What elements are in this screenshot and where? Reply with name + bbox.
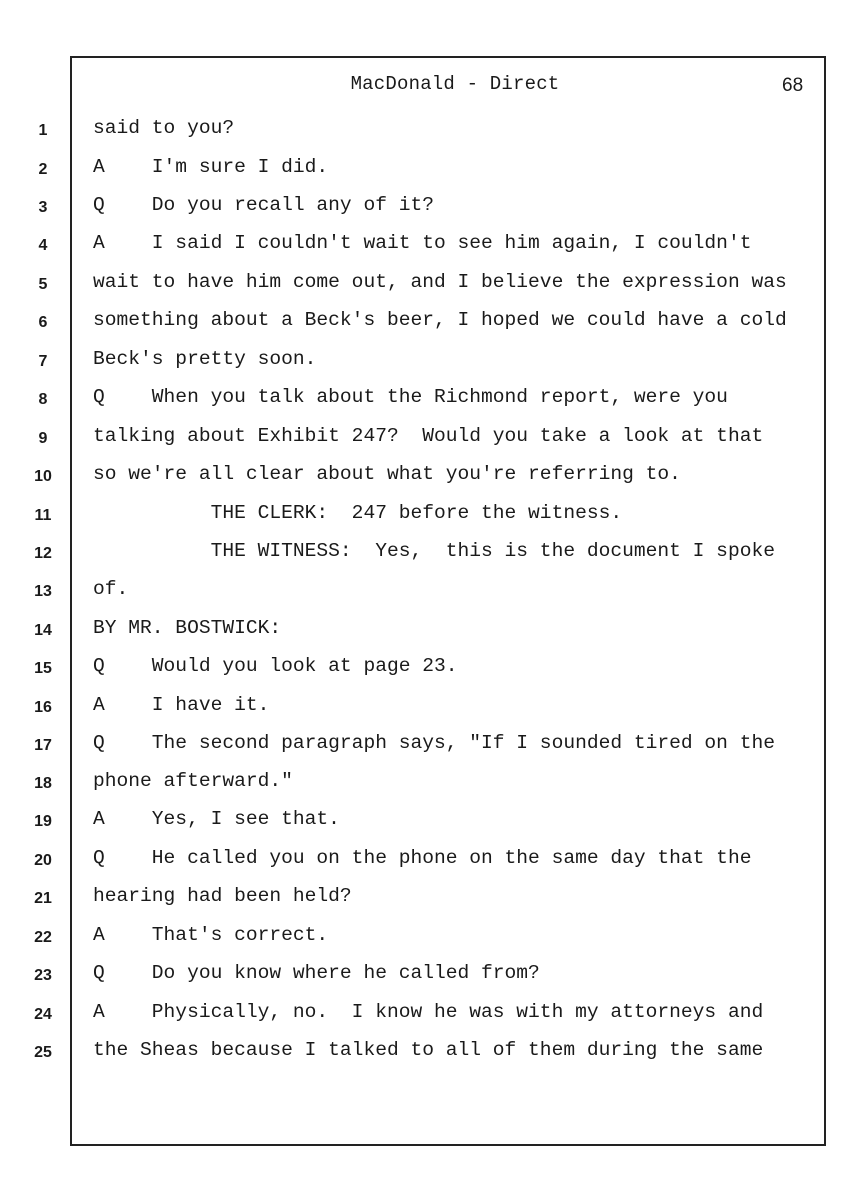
line-text: of.	[93, 578, 129, 600]
line-text: hearing had been held?	[93, 885, 352, 907]
line-number: 2	[38, 161, 48, 178]
transcript-line	[0, 536, 860, 566]
transcript-line	[0, 459, 860, 489]
transcript-line	[0, 498, 860, 528]
line-text: Q Do you know where he called from?	[93, 962, 540, 984]
line-number: 18	[34, 775, 52, 792]
transcript-line	[0, 344, 860, 374]
line-text: A I said I couldn't wait to see him again, I couldn't	[93, 232, 752, 254]
transcript-line	[0, 113, 860, 143]
transcript-line	[0, 190, 860, 220]
transcript-line	[0, 843, 860, 873]
line-number: 12	[34, 545, 52, 562]
line-number: 15	[34, 660, 52, 677]
transcript-line	[0, 997, 860, 1027]
line-text: BY MR. BOSTWICK:	[93, 617, 282, 639]
transcript-line	[0, 574, 860, 604]
transcript-line	[0, 728, 860, 758]
line-number: 23	[34, 967, 52, 984]
line-number: 6	[38, 314, 48, 331]
line-text: Q The second paragraph says, "If I sounded tired on the	[93, 732, 775, 754]
line-number: 7	[38, 353, 48, 370]
line-text: A I have it.	[93, 694, 270, 716]
line-text: A I'm sure I did.	[93, 156, 329, 178]
transcript-line	[0, 382, 860, 412]
transcript-line	[0, 766, 860, 796]
transcript-line	[0, 613, 860, 643]
line-number: 19	[34, 813, 52, 830]
line-number: 5	[38, 276, 48, 293]
line-number: 17	[34, 737, 52, 754]
line-number: 16	[34, 699, 52, 716]
line-text: Q Do you recall any of it?	[93, 194, 434, 216]
transcript-line	[0, 267, 860, 297]
line-number: 22	[34, 929, 52, 946]
transcript-line	[0, 152, 860, 182]
line-number: 9	[38, 430, 48, 447]
line-text: A Physically, no. I know he was with my attorneys and	[93, 1001, 764, 1023]
page-header-title: MacDonald - Direct	[350, 73, 560, 95]
line-number: 4	[38, 237, 48, 254]
line-text: Q He called you on the phone on the same day that the	[93, 847, 752, 869]
line-number: 8	[38, 391, 48, 408]
line-number: 3	[38, 199, 48, 216]
line-text: THE CLERK: 247 before the witness.	[93, 502, 623, 524]
line-text: A That's correct.	[93, 924, 329, 946]
line-number: 25	[34, 1044, 52, 1061]
line-text: talking about Exhibit 247? Would you take a look at that	[93, 425, 764, 447]
transcript-line	[0, 690, 860, 720]
line-number: 21	[34, 890, 52, 907]
transcript-line	[0, 228, 860, 258]
transcript-line	[0, 804, 860, 834]
line-text: wait to have him come out, and I believe the expression was	[93, 271, 787, 293]
line-number: 10	[34, 468, 52, 485]
line-number: 24	[34, 1006, 52, 1023]
line-number: 13	[34, 583, 52, 600]
line-text: the Sheas because I talked to all of them during the same	[93, 1039, 764, 1061]
transcript-line	[0, 1035, 860, 1065]
line-text: THE WITNESS: Yes, this is the document I spoke	[93, 540, 775, 562]
transcript-line	[0, 305, 860, 335]
transcript-line	[0, 881, 860, 911]
transcript-line	[0, 651, 860, 681]
line-text: so we're all clear about what you're referring to.	[93, 463, 681, 485]
line-text: something about a Beck's beer, I hoped we could have a cold	[93, 309, 787, 331]
line-text: Q When you talk about the Richmond report, were you	[93, 386, 728, 408]
page-number: 68	[782, 75, 804, 96]
line-number: 11	[34, 507, 52, 524]
line-number: 1	[38, 122, 48, 139]
transcript-line	[0, 421, 860, 451]
line-text: A Yes, I see that.	[93, 808, 340, 830]
line-text: Q Would you look at page 23.	[93, 655, 458, 677]
line-text: said to you?	[93, 117, 235, 139]
line-number: 14	[34, 622, 52, 639]
transcript-line	[0, 958, 860, 988]
line-text: Beck's pretty soon.	[93, 348, 317, 370]
line-number: 20	[34, 852, 52, 869]
line-text: phone afterward."	[93, 770, 293, 792]
transcript-line	[0, 920, 860, 950]
